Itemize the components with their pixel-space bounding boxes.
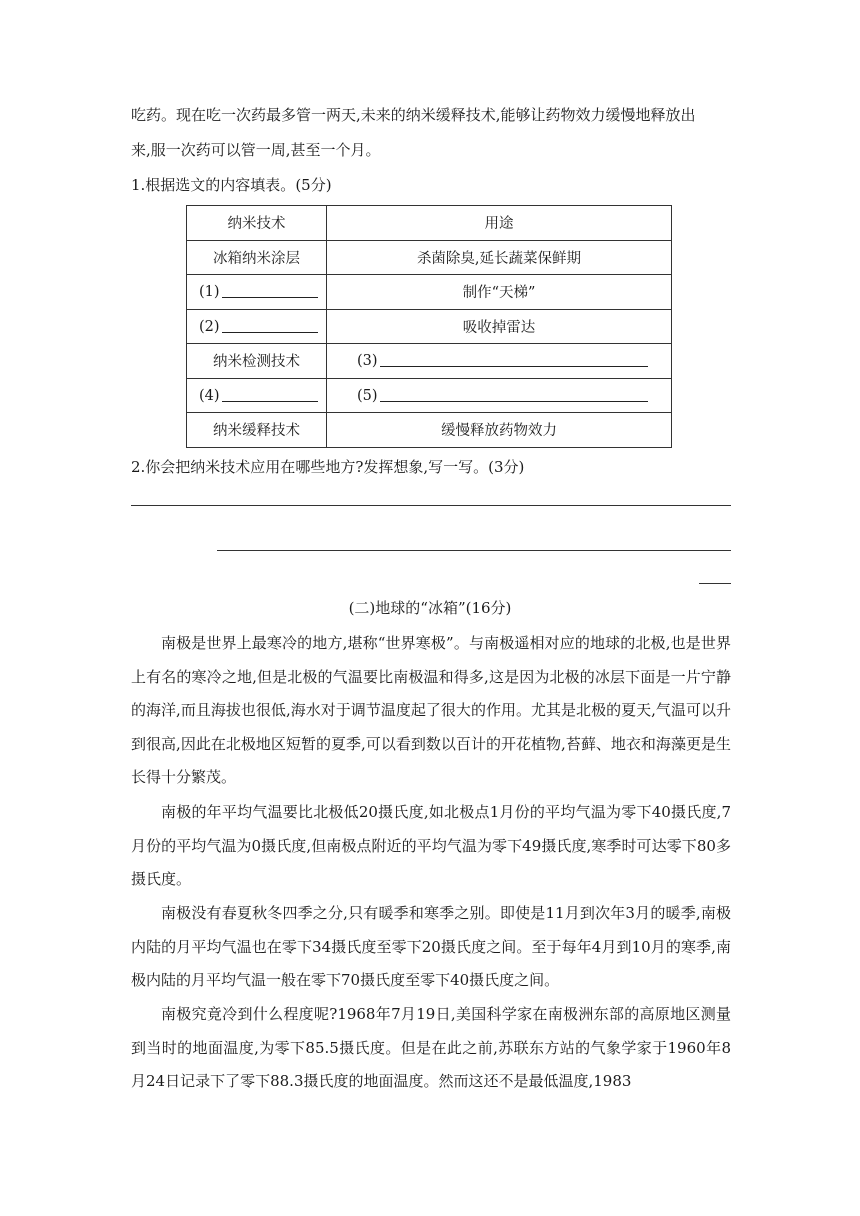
table-cell-use-blank[interactable] [327, 378, 672, 413]
answer-line-3[interactable] [699, 583, 731, 584]
table-cell-use-blank[interactable] [327, 344, 672, 379]
blank-number: (2) [199, 318, 220, 335]
table-cell-use: 吸收掉雷达 [327, 309, 672, 344]
table-cell-use: 制作“天梯” [327, 275, 672, 310]
paragraph-2: 南极的年平均气温要比北极低20摄氏度,如北极点1月份的平均气温为零下40摄氏度,7月份的平均气温为0摄氏度,但南极点附近的平均气温为零下49摄氏度,寒季时可达零下80多摄氏度。 [131, 803, 731, 889]
answer-blank-5[interactable] [380, 387, 648, 402]
table-cell-tech-blank[interactable] [187, 309, 327, 344]
table-cell-use: 杀菌除臭,延长蔬菜保鲜期 [327, 240, 672, 275]
fill-in-table [186, 205, 672, 448]
question-2: 2.你会把纳米技术应用在哪些地方?发挥想象,写一写。(3分) [131, 458, 525, 476]
table-row [187, 378, 672, 413]
table-cell-tech-blank[interactable] [187, 275, 327, 310]
table-row [187, 413, 672, 448]
paragraph-4: 南极究竟冷到什么程度呢?1968年7月19日,美国科学家在南极洲东部的高原地区测量到当时的地面温度,为零下85.5摄氏度。但是在此之前,苏联东方站的气象学家于1960年8月24日记录下了零下88.3摄氏度的地面温度。然而这还不是最低温度,1983 [131, 1005, 731, 1091]
table-row [187, 309, 672, 344]
intro-line-2: 来,服一次药可以管一周,甚至一个月。 [131, 141, 381, 159]
answer-blank-1[interactable] [222, 283, 318, 298]
paragraph-1: 南极是世界上最寒冷的地方,堪称“世界寒极”。与南极遥相对应的地球的北极,也是世界上有名的寒冷之地,但是北极的气温要比南极温和得多,这是因为北极的冰层下面是一片宁静的海洋,而且海拔也很低,海水对于调节温度起了很大的作用。尤其是北极的夏天,气温可以升到很高,因此在北极地区短暂的夏季,可以看到数以百计的开花植物,苔藓、地衣和海藻更是生长得十分繁茂。 [131, 634, 731, 787]
table-cell-tech: 纳米缓释技术 [187, 413, 327, 448]
blank-number: (3) [357, 353, 378, 370]
table-row [187, 240, 672, 275]
answer-blank-4[interactable] [222, 387, 318, 402]
table-header-tech: 纳米技术 [187, 206, 327, 241]
question-1: 1.根据选文的内容填表。(5分) [131, 176, 332, 194]
table-row [187, 275, 672, 310]
table-cell-tech: 冰箱纳米涂层 [187, 240, 327, 275]
table-header-row [187, 206, 672, 241]
answer-blank-3[interactable] [380, 352, 648, 367]
blank-number: (5) [357, 387, 378, 404]
answer-line-1[interactable] [131, 505, 731, 506]
blank-number: (4) [199, 387, 220, 404]
intro-line-1: 吃药。现在吃一次药最多管一两天,未来的纳米缓释技术,能够让药物效力缓慢地释放出 [131, 106, 696, 124]
paragraph-3: 南极没有春夏秋冬四季之分,只有暖季和寒季之别。即使是11月到次年3月的暖季,南极内陆的月平均气温也在零下34摄氏度至零下20摄氏度之间。至于每年4月到10月的寒季,南极内陆的月平均气温一般在零下70摄氏度至零下40摄氏度之间。 [131, 904, 731, 990]
section-title: (二)地球的“冰箱”(16分) [348, 599, 512, 617]
table-cell-tech: 纳米检测技术 [187, 344, 327, 379]
answer-blank-2[interactable] [222, 318, 318, 333]
table-header-use: 用途 [327, 206, 672, 241]
answer-line-2[interactable] [217, 550, 731, 551]
blank-number: (1) [199, 284, 220, 301]
table-row [187, 344, 672, 379]
table-cell-tech-blank[interactable] [187, 378, 327, 413]
table-cell-use: 缓慢释放药物效力 [327, 413, 672, 448]
